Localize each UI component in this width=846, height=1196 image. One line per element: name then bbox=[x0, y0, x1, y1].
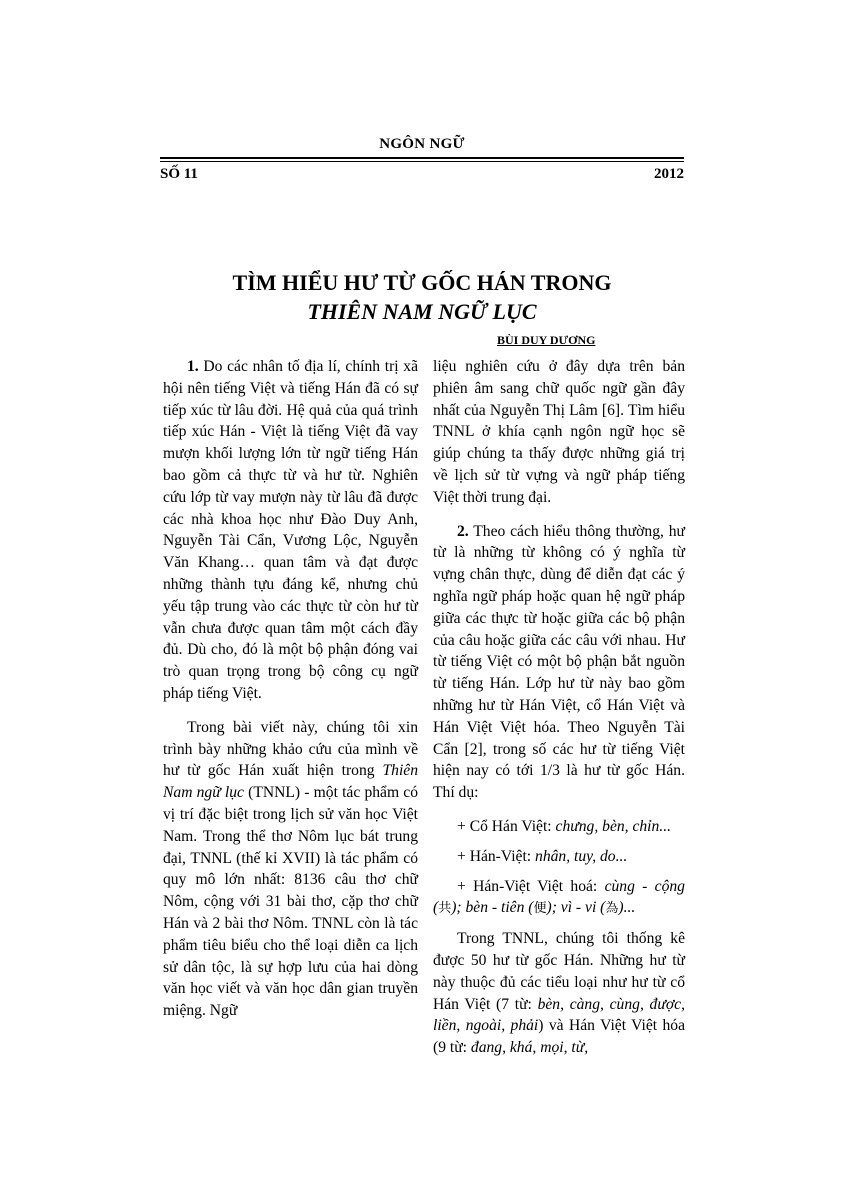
paragraph-text: Do các nhân tố địa lí, chính trị xã hội nên tiếng Việt và tiếng Hán đã có sự tiếp xúc từ lâu đời. Hệ quả của quá trình tiếp xúc Hán - Việt là tiếng Việt đã vay mượn khối lượng lớn từ ngữ tiếng Hán bao gồm cả thực từ và hư từ. Nghiên cứu lớp từ vay mượn này từ lâu đã được các nhà khoa học như Đào Duy Anh, Nguyễn Tài Cẩn, Vương Lộc, Nguyễn Văn Khang… quan tâm và đạt được những thành tựu đáng kể, nhưng chủ yếu tập trung vào các thực từ còn hư từ vẫn chưa được quan tâm một cách đầy đủ. Dù cho, đó là một bộ phận đóng vai trò quan trọng trong bộ công cụ ngữ pháp tiếng Việt. bbox=[163, 358, 418, 702]
word-list: đang, khá, mọi, từ, bbox=[470, 1039, 589, 1057]
paragraph-text: liệu nghiên cứu ở đây dựa trên bản phiên âm sang chữ quốc ngữ gần đây nhất của Nguyễn Thị Lâm [6]. Tìm hiểu TNNL ở khía cạnh ngôn ngữ học sẽ giúp chúng ta thấy được những giá trị về lịch sử từ vựng và ngữ pháp tiếng Việt thời trung đại. bbox=[433, 358, 685, 506]
paragraph-text: (TNNL) - một tác phẩm có vị trí đặc biệt trong lịch sử văn học Việt Nam. Trong thể thơ Nôm lục bát trung đại, TNNL (thế kỉ XVII) là tác phẩm có quy mô lớn nhất: 8136 câu thơ chữ Nôm, cộng với 31 bài thơ, cặp thơ chữ Hán và 2 bài thơ Nôm. TNNL còn là tác phẩm tiêu biểu cho thể loại diễn ca lịch sử dân tộc, là sự hợp lưu của hai dòng văn học viết và văn học dân gian truyền miệng. Ngữ bbox=[163, 784, 418, 1020]
example-line bbox=[433, 816, 685, 838]
example-items: )... bbox=[618, 899, 636, 917]
example-items: chưng, bèn, chỉn... bbox=[555, 817, 671, 835]
example-line bbox=[433, 846, 685, 868]
han-character: 便 bbox=[533, 901, 547, 917]
example-label: + Hán-Việt Việt hoá: bbox=[457, 877, 605, 895]
right-column bbox=[433, 356, 685, 1071]
paragraph-text: ) và Hán Việt Việt hóa (9 từ: bbox=[433, 1017, 685, 1057]
header-rule-thick bbox=[160, 157, 684, 159]
example-label: + Cổ Hán Việt: bbox=[457, 817, 556, 835]
section-number: 1. bbox=[187, 358, 199, 375]
han-character: 為 bbox=[605, 901, 619, 917]
example-items: ); vì - vi ( bbox=[546, 899, 606, 917]
example-items: nhân, tuy, do... bbox=[535, 847, 628, 865]
paragraph bbox=[433, 928, 685, 1059]
work-title: Thiên Nam ngữ lục bbox=[163, 762, 418, 802]
example-line bbox=[433, 876, 685, 921]
author-name: BÙI DUY DƯƠNG bbox=[497, 333, 596, 347]
paragraph bbox=[433, 521, 685, 804]
left-column bbox=[163, 356, 418, 1034]
journal-name: NGÔN NGỮ bbox=[379, 136, 465, 152]
header-rule-thin bbox=[160, 161, 684, 162]
example-items: ); bèn - tiên ( bbox=[451, 899, 534, 917]
paragraph-text: Theo cách hiểu thông thường, hư từ là những từ không có ý nghĩa từ vựng chân thực, dùng để diễn đạt các ý nghĩa ngữ pháp hoặc quan hệ ngữ pháp giữa các thực từ hoặc giữa các bộ phận của câu hoặc giữa các câu với nhau. Hư từ tiếng Việt có một bộ phận bắt nguồn từ tiếng Hán. Lớp hư từ này bao gồm những hư từ Hán Việt, cổ Hán Việt và Hán Việt Việt hóa. Theo Nguyễn Tài Cẩn [2], trong số các hư từ tiếng Việt hiện nay có tới 1/3 là hư từ gốc Hán. Thí dụ: bbox=[433, 522, 685, 802]
article-title-line1: TÌM HIỂU HƯ TỪ GỐC HÁN TRONG bbox=[232, 270, 612, 295]
paragraph bbox=[163, 717, 418, 1022]
paragraph-text: Trong TNNL, chúng tôi thống kê được 50 hư từ gốc Hán. Những hư từ này thuộc đủ các tiểu loại như hư từ cổ Hán Việt (7 từ: bbox=[433, 930, 685, 1013]
han-character: 共 bbox=[438, 901, 452, 917]
article-title-line2: THIÊN NAM NGỮ LỤC bbox=[307, 299, 537, 324]
issue-year: 2012 bbox=[654, 166, 684, 182]
word-list: bèn, càng, cùng, được, liền, ngoài, phải bbox=[433, 995, 685, 1035]
paragraph-text: Trong bài viết này, chúng tôi xin trình bày những khảo cứu của mình về hư từ gốc Hán xuất hiện trong bbox=[163, 718, 418, 780]
section-number: 2. bbox=[457, 522, 469, 540]
issue-number: SỐ 11 bbox=[160, 166, 198, 182]
example-items: cùng - cộng ( bbox=[433, 877, 685, 917]
paragraph bbox=[433, 356, 685, 509]
example-label: + Hán-Việt: bbox=[457, 847, 536, 865]
paragraph bbox=[163, 356, 418, 705]
